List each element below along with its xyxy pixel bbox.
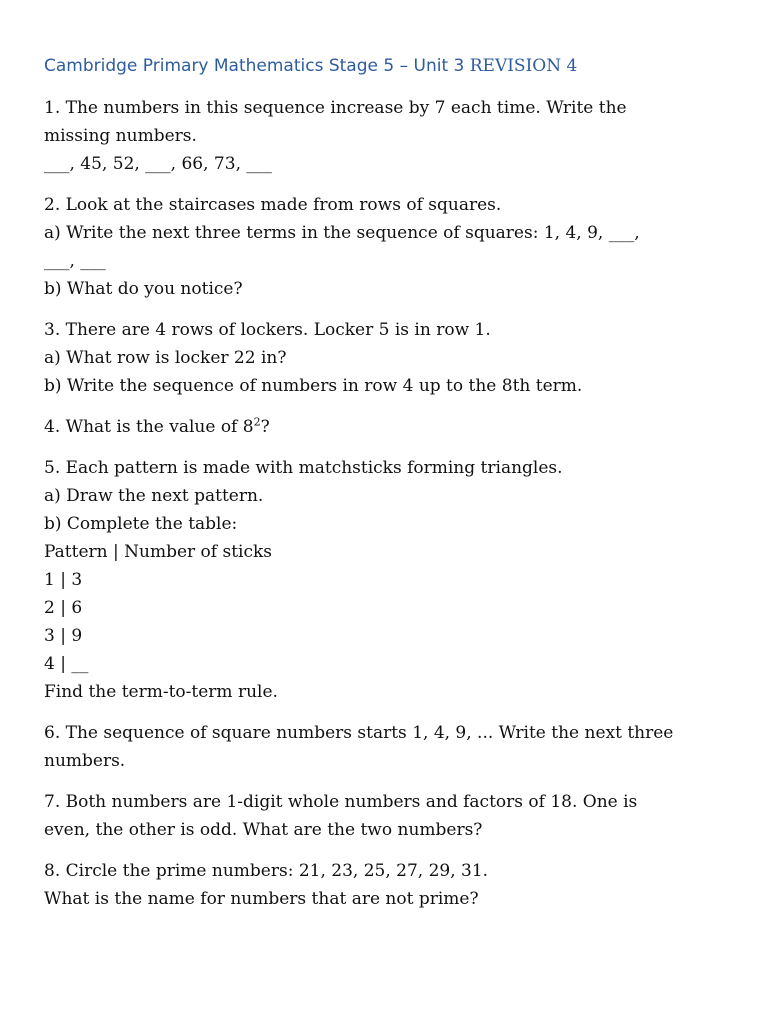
question-2 bbox=[44, 191, 728, 303]
q4-prefix: 4. What is the value of 8 bbox=[44, 417, 254, 437]
q1-sequence: ___, 45, 52, ___, 66, 73, ___ bbox=[44, 154, 272, 174]
q5-line-3: b) Complete the table: bbox=[44, 514, 238, 534]
q5-table-header: Pattern | Number of sticks bbox=[44, 542, 273, 562]
title-revision: REVISION 4 bbox=[469, 56, 578, 76]
question-6 bbox=[44, 719, 728, 775]
question-1 bbox=[44, 94, 728, 178]
q6-line-2: numbers. bbox=[44, 751, 126, 771]
q6-line-1: 6. The sequence of square numbers starts 1, 4, 9, ... Write the next three bbox=[44, 723, 674, 743]
q5-line-1: 5. Each pattern is made with matchsticks forming triangles. bbox=[44, 458, 563, 478]
q3-line-2: a) What row is locker 22 in? bbox=[44, 348, 287, 368]
q5-line-end: Find the term-to-term rule. bbox=[44, 682, 278, 702]
q5-table-row: 1 | 3 bbox=[44, 570, 83, 590]
q1-line-1: 1. The numbers in this sequence increase by 7 each time. Write the bbox=[44, 98, 627, 118]
q5-line-2: a) Draw the next pattern. bbox=[44, 486, 264, 506]
q8-line-2: What is the name for numbers that are not prime? bbox=[44, 889, 479, 909]
q4-line bbox=[44, 413, 728, 441]
q5-table-row: 2 | 6 bbox=[44, 598, 83, 618]
q1-line-2: missing numbers. bbox=[44, 126, 197, 146]
q4-suffix: ? bbox=[260, 417, 270, 437]
q5-table-row: 3 | 9 bbox=[44, 626, 83, 646]
q2-line-1: 2. Look at the staircases made from rows of squares. bbox=[44, 195, 502, 215]
question-7 bbox=[44, 788, 728, 844]
q7-line-2: even, the other is odd. What are the two numbers? bbox=[44, 820, 483, 840]
q2-line-3: ___, ___ bbox=[44, 251, 106, 271]
q2-line-2: a) Write the next three terms in the sequence of squares: 1, 4, 9, ___, bbox=[44, 223, 640, 243]
page-title bbox=[44, 53, 728, 81]
q8-line-1: 8. Circle the prime numbers: 21, 23, 25, 27, 29, 31. bbox=[44, 861, 489, 881]
q3-line-1: 3. There are 4 rows of lockers. Locker 5 is in row 1. bbox=[44, 320, 491, 340]
title-main: Cambridge Primary Mathematics Stage 5 – Unit 3 bbox=[44, 56, 470, 76]
question-5 bbox=[44, 454, 728, 706]
q2-line-4: b) What do you notice? bbox=[44, 279, 243, 299]
q3-line-3: b) Write the sequence of numbers in row 4 up to the 8th term. bbox=[44, 376, 583, 396]
q4-exponent: 2 bbox=[253, 415, 261, 429]
question-4 bbox=[44, 413, 728, 441]
question-3 bbox=[44, 316, 728, 400]
question-8 bbox=[44, 857, 728, 913]
q7-line-1: 7. Both numbers are 1-digit whole numbers and factors of 18. One is bbox=[44, 792, 638, 812]
q5-table-row: 4 | __ bbox=[44, 654, 89, 674]
